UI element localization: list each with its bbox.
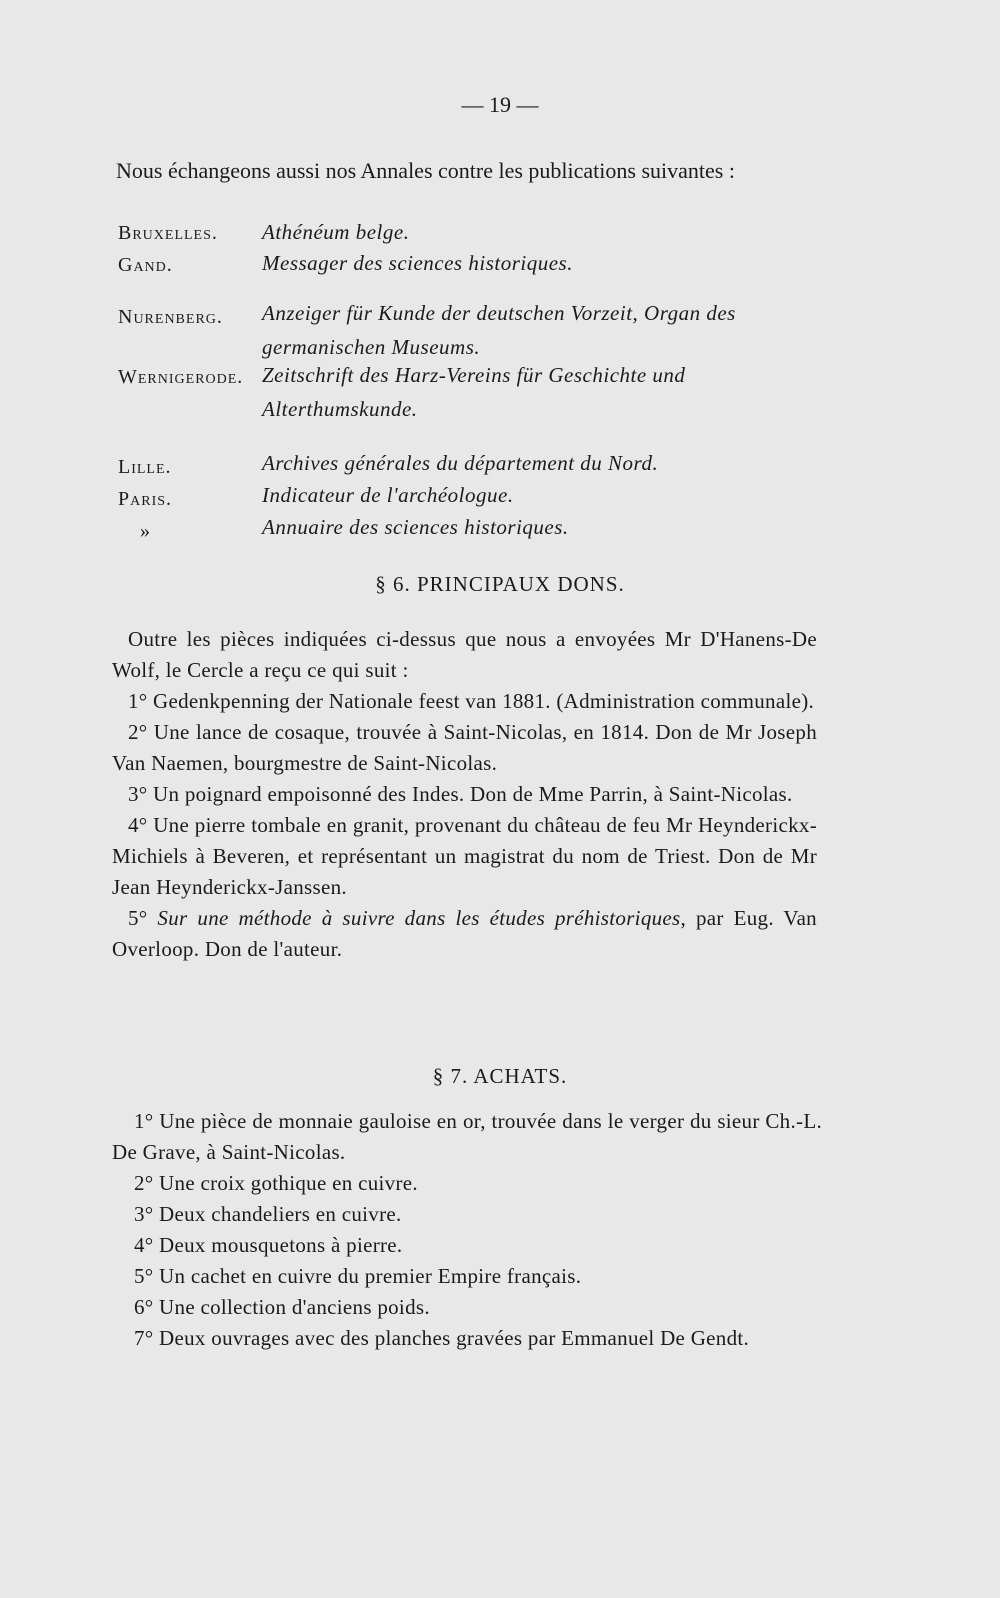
publication-title: Zeitschrift des Harz-Vereins für Geschichte und Alterthumskunde. [262,363,686,421]
section-heading: § 7. ACHATS. [432,1064,568,1088]
purchase-item: 7° Deux ouvrages avec des planches gravées par Emmanuel De Gendt. [134,1326,750,1350]
publication-title: Indicateur de l'archéologue. [262,483,514,507]
publication-place: Gand. [118,254,173,276]
purchase-item: 1° Une pièce de monnaie gauloise en or, trouvée dans le verger du sieur Ch.-L. De Grave, à Saint-Nicolas. [112,1109,822,1164]
purchase-item: 4° Deux mousquetons à pierre. [134,1233,403,1257]
purchase-item: 5° Un cachet en cuivre du premier Empire français. [134,1264,582,1288]
purchase-item: 2° Une croix gothique en cuivre. [134,1171,418,1195]
page-number: — 19 — [461,92,539,117]
publication-title: Messager des sciences historiques. [262,251,573,275]
purchases-section [112,1106,822,1354]
donation-item [112,903,817,965]
donations-section [112,624,817,965]
publication-title: Archives générales du département du Nord. [262,451,659,475]
section-heading: § 6. PRINCIPAUX DONS. [375,572,625,596]
publication-place: Paris. [118,488,173,510]
publication-place: Nurenberg. [118,306,223,328]
donations-intro: Outre les pièces indiquées ci-dessus que nous a envoyées Mr D'Hanens-De Wolf, le Cercle a reçu ce qui suit : [112,627,817,682]
donation-item: 2° Une lance de cosaque, trouvée à Saint-Nicolas, en 1814. Don de Mr Joseph Van Naemen, bourgmestre de Saint-Nicolas. [112,720,817,775]
publication-place: Wernigerode. [118,366,244,388]
publication-place: » [140,520,151,542]
donation-item: 4° Une pierre tombale en granit, provenant du château de feu Mr Heynderickx-Michiels à Beveren, et représentant un magistrat du nom de Triest. Don de Mr Jean Heynderickx-Janssen. [112,813,817,899]
publication-place: Bruxelles. [118,222,218,244]
item-rest: , par Eug. Van Overloop. Don de l'auteur. [112,906,817,961]
item-number: 5° [128,906,148,930]
donation-item: 1° Gedenkpenning der Nationale feest van 1881. (Administration communale). [128,689,815,713]
purchase-item: 6° Une collection d'anciens poids. [134,1295,430,1319]
publication-title: Athénéum belge. [262,220,410,244]
donation-item: 3° Un poignard empoisonné des Indes. Don de Mme Parrin, à Saint-Nicolas. [128,782,793,806]
publication-title: Anzeiger für Kunde der deutschen Vorzeit, Organ des germanischen Museums. [262,301,736,359]
book-title: Sur une méthode à suivre dans les études préhistoriques [157,906,681,930]
publication-title: Annuaire des sciences historiques. [262,515,569,539]
intro-text: Nous échangeons aussi nos Annales contre les publications suivantes : [116,158,735,183]
purchase-item: 3° Deux chandeliers en cuivre. [134,1202,402,1226]
publication-place: Lille. [118,456,172,478]
